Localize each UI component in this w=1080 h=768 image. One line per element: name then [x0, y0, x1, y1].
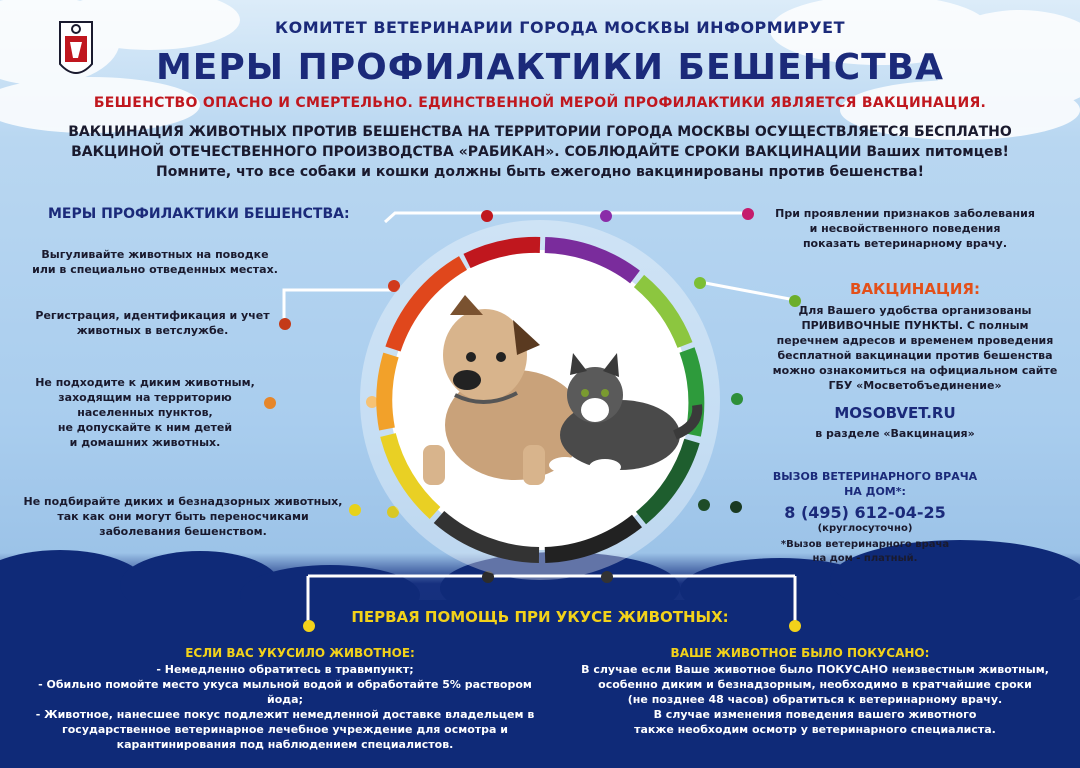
paid-note	[770, 538, 960, 566]
intro-line: Помните, что все собаки и кошки должны быть ежегодно вакцинированы против бешенства!	[156, 164, 924, 180]
phone-note: (круглосуточно)	[817, 523, 913, 534]
pet-bitten-text	[565, 662, 1065, 737]
paid-note-line: *Вызов ветеринарного врача	[780, 539, 950, 550]
first-aid-line: особенно диким и безнадзорным, необходимо в кратчайшие сроки	[598, 678, 1032, 691]
prevention-line: животных в ветслужбе.	[76, 324, 229, 337]
dog-and-cat-illustration	[405, 285, 705, 495]
symptoms-line: показать ветеринарному врачу.	[802, 237, 1008, 250]
call-heading-line: НА ДОМ*:	[844, 485, 906, 498]
symptoms-line: и несвойственного поведения	[809, 222, 1001, 235]
prevention-item	[10, 375, 280, 450]
prevention-line: Не подходите к диким животным,	[35, 376, 255, 389]
symptoms-line: При проявлении признаков заболевания	[775, 207, 1035, 220]
prevention-line: заболевания бешенством.	[99, 525, 267, 538]
prevention-line: Регистрация, идентификация и учет	[35, 309, 270, 322]
prevention-item	[20, 247, 290, 277]
prevention-heading: МЕРЫ ПРОФИЛАКТИКИ БЕШЕНСТВА:	[48, 206, 350, 222]
prevention-line: не допускайте к ним детей	[57, 421, 233, 434]
website-link[interactable]: MOSOBVET.RU	[834, 404, 956, 422]
vaccination-line: ПРИВИВОЧНЫЕ ПУНКТЫ. С полным	[801, 319, 1029, 332]
vaccination-line: ГБУ «Мосветобъединение»	[828, 379, 1002, 392]
website-section: в разделе «Вакцинация»	[815, 427, 975, 440]
first-aid-line: карантинирования под наблюдением специалистов.	[116, 738, 454, 751]
warning-line: БЕШЕНСТВО ОПАСНО И СМЕРТЕЛЬНО. ЕДИНСТВЕННОЙ МЕРОЙ ПРОФИЛАКТИКИ ЯВЛЯЕТСЯ ВАКЦИНАЦИЯ.	[93, 95, 987, 111]
prevention-item	[18, 494, 348, 539]
first-aid-line: - Животное, нанесшее покус подлежит немедленной доставке владельцем в	[35, 708, 535, 721]
page-title: МЕРЫ ПРОФИЛАКТИКИ БЕШЕНСТВА	[155, 47, 945, 88]
prevention-line: Не подбирайте диких и безнадзорных животных,	[23, 495, 343, 508]
phone-number[interactable]: 8 (495) 612-04-25	[784, 503, 946, 522]
bitten-you-text	[20, 662, 550, 752]
vaccination-text	[770, 303, 1060, 393]
prevention-line: Выгуливайте животных на поводке	[41, 248, 269, 261]
pet-bitten-heading: ВАШЕ ЖИВОТНОЕ БЫЛО ПОКУСАНО:	[670, 646, 930, 660]
prevention-line: и домашних животных.	[69, 436, 221, 449]
intro-line: ВАКЦИНОЙ ОТЕЧЕСТВЕННОГО ПРОИЗВОДСТВА «РАБИКАН». СОБЛЮДАЙТЕ СРОКИ ВАКЦИНАЦИИ Ваших питомцев!	[71, 144, 1009, 160]
prevention-item	[10, 308, 295, 338]
vaccination-heading: ВАКЦИНАЦИЯ:	[850, 280, 980, 298]
vaccination-line: перечнем адресов и временем проведения	[776, 334, 1054, 347]
prevention-line: населенных пунктов,	[77, 406, 213, 419]
prevention-line: или в специально отведенных местах.	[32, 263, 278, 276]
committee-line: КОМИТЕТ ВЕТЕРИНАРИИ ГОРОДА МОСКВЫ ИНФОРМИРУЕТ	[275, 18, 845, 37]
first-aid-line: - Немедленно обратитесь в травмпункт;	[156, 663, 414, 676]
prevention-line: заходящим на территорию	[58, 391, 232, 404]
first-aid-line: (не позднее 48 часов) обратиться к ветеринарному врачу.	[627, 693, 1003, 706]
first-aid-line: - Обильно помойте место укуса мыльной водой и обработайте 5% раствором йода;	[38, 678, 532, 706]
vaccination-line: можно ознакомиться на официальном сайте	[772, 364, 1058, 377]
first-aid-line: В случае изменения поведения вашего животного	[653, 708, 977, 721]
prevention-line: так как они могут быть переносчиками	[57, 510, 309, 523]
first-aid-line: В случае если Ваше животное было ПОКУСАНО неизвестным животным,	[581, 663, 1049, 676]
intro-line: ВАКЦИНАЦИЯ ЖИВОТНЫХ ПРОТИВ БЕШЕНСТВА НА ТЕРРИТОРИИ ГОРОДА МОСКВЫ ОСУЩЕСТВЛЯЕТСЯ БЕСПЛАТНО	[68, 124, 1012, 140]
paid-note-line: на дом - платный.	[812, 553, 918, 564]
vaccination-line: бесплатной вакцинации против бешенства	[777, 349, 1053, 362]
call-heading	[750, 469, 1000, 499]
symptoms-text	[770, 206, 1040, 251]
vaccination-line: Для Вашего удобства организованы	[798, 304, 1032, 317]
call-heading-line: ВЫЗОВ ВЕТЕРИНАРНОГО ВРАЧА	[772, 470, 978, 483]
first-aid-line: также необходим осмотр у ветеринарного специалиста.	[634, 723, 996, 736]
first-aid-line: государственное ветеринарное лечебное учреждение для осмотра и	[62, 723, 508, 736]
bitten-you-heading: ЕСЛИ ВАС УКУСИЛО ЖИВОТНОЕ:	[185, 646, 415, 660]
first-aid-heading: ПЕРВАЯ ПОМОЩЬ ПРИ УКУСЕ ЖИВОТНЫХ:	[351, 608, 729, 626]
